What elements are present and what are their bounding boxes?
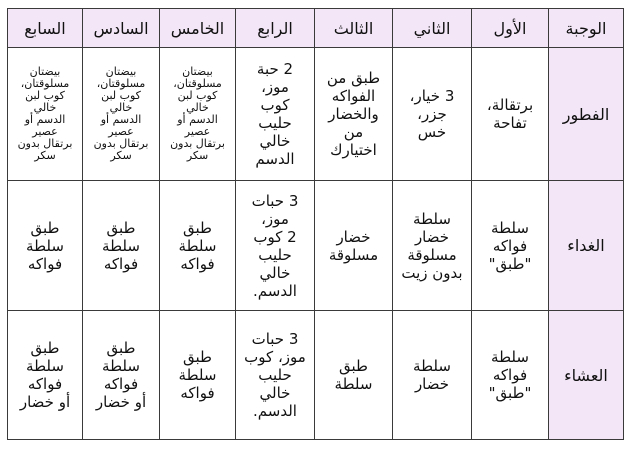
- dinner-row: [8, 311, 624, 440]
- lunch-day-3: خضار مسلوقة: [315, 181, 393, 311]
- dinner-day-7: طبق سلطة فواكه أو خضار: [8, 311, 83, 440]
- dinner-day-3: طبق سلطة: [315, 311, 393, 440]
- diet-plan-table: [7, 8, 624, 440]
- breakfast-row: [8, 48, 624, 181]
- lunch-row: [8, 181, 624, 311]
- meal-lunch: الغداء: [549, 181, 624, 311]
- dinner-day-1: سلطة فواكه "طبق": [472, 311, 549, 440]
- meal-dinner: العشاء: [549, 311, 624, 440]
- breakfast-day-2: 3 خيار، جزر، خس: [393, 48, 472, 181]
- breakfast-day-3: طبق من الفواكه والخضار من اختيارك: [315, 48, 393, 181]
- header-day-3: الثالث: [315, 9, 393, 48]
- header-day-5: الخامس: [160, 9, 236, 48]
- header-day-6: السادس: [83, 9, 160, 48]
- dinner-day-5: طبق سلطة فواكه: [160, 311, 236, 440]
- breakfast-day-1: برتقالة، تفاحة: [472, 48, 549, 181]
- breakfast-day-5: بيضتان مسلوقتان، كوب لبن خالي الدسم أو عصير برتقال بدون سكر: [160, 48, 236, 181]
- header-meal: الوجبة: [549, 9, 624, 48]
- dinner-day-2: سلطة خضار: [393, 311, 472, 440]
- dinner-day-4: 3 حبات موز، كوب حليب خالي الدسم.: [236, 311, 315, 440]
- lunch-day-6: طبق سلطة فواكه: [83, 181, 160, 311]
- header-day-7: السابع: [8, 9, 83, 48]
- header-day-1: الأول: [472, 9, 549, 48]
- header-day-4: الرابع: [236, 9, 315, 48]
- header-row: [8, 9, 624, 48]
- diet-plan-container: [8, 8, 624, 438]
- breakfast-day-4: 2 حبة موز، كوب حليب خالي الدسم: [236, 48, 315, 181]
- meal-breakfast: الفطور: [549, 48, 624, 181]
- lunch-day-4: 3 حبات موز، 2 كوب حليب خالي الدسم.: [236, 181, 315, 311]
- lunch-day-2: سلطة خضار مسلوقة بدون زيت: [393, 181, 472, 311]
- lunch-day-7: طبق سلطة فواكه: [8, 181, 83, 311]
- breakfast-day-7: بيضتان مسلوقتان، كوب لبن خالي الدسم أو عصير برتقال بدون سكر: [8, 48, 83, 181]
- breakfast-day-6: بيضتان مسلوقتان، كوب لبن خالي الدسم أو عصير برتقال بدون سكر: [83, 48, 160, 181]
- header-day-2: الثاني: [393, 9, 472, 48]
- dinner-day-6: طبق سلطة فواكه أو خضار: [83, 311, 160, 440]
- lunch-day-5: طبق سلطة فواكه: [160, 181, 236, 311]
- lunch-day-1: سلطة فواكه "طبق": [472, 181, 549, 311]
